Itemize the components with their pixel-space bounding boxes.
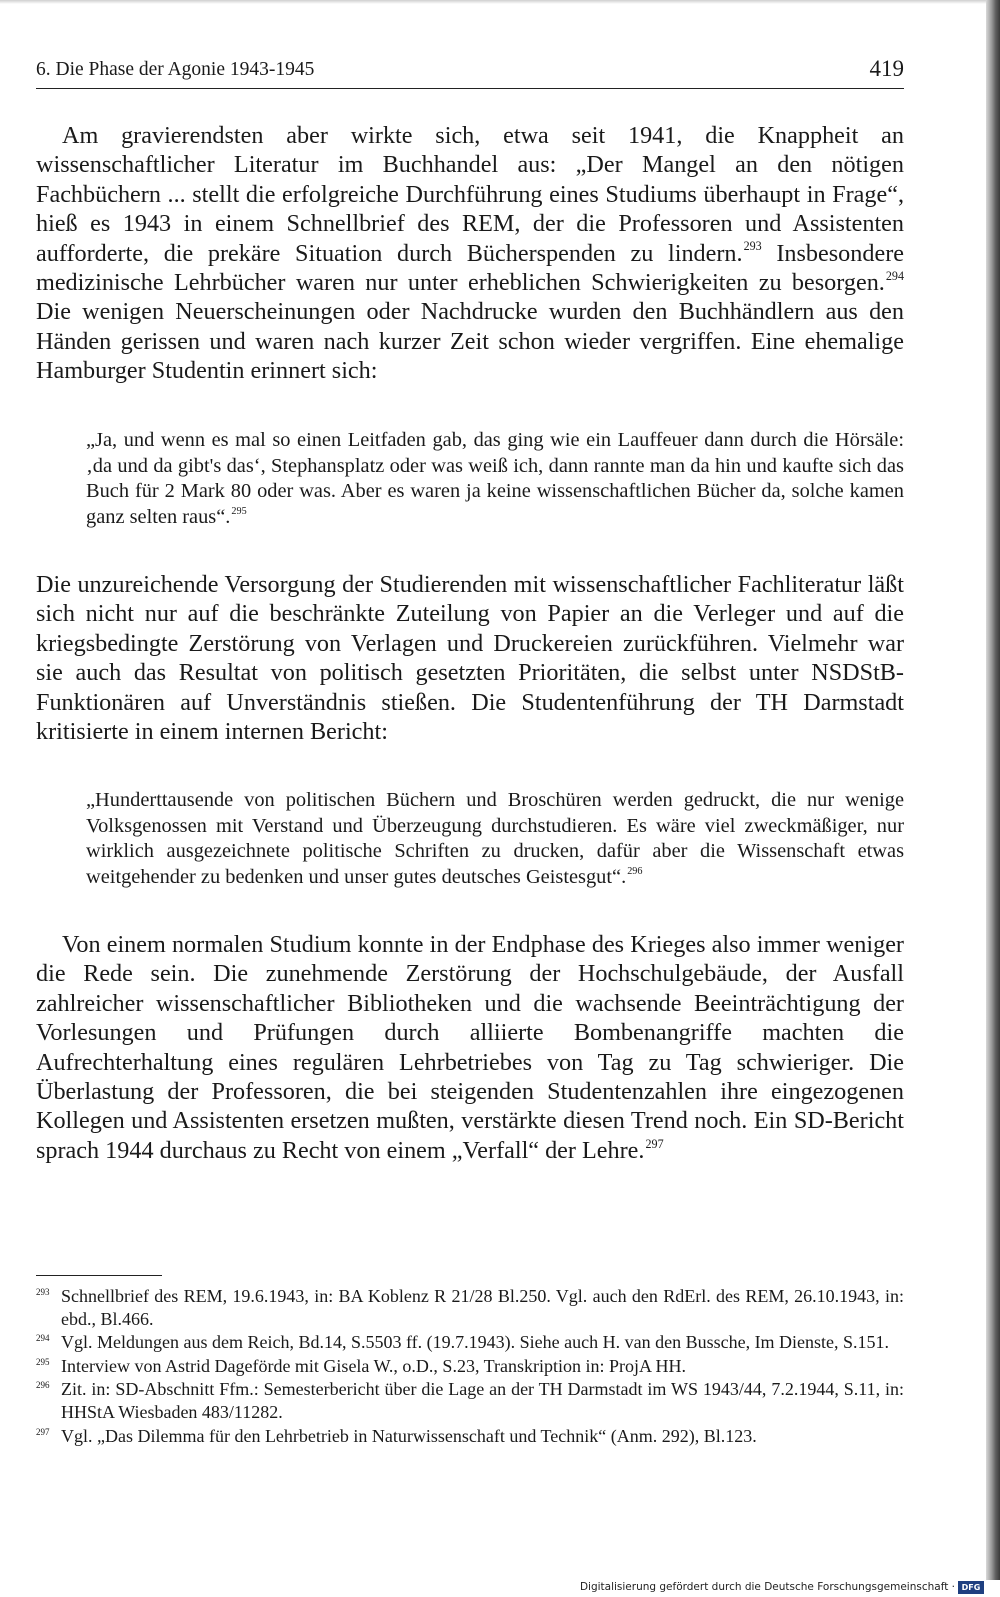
footnote-text: Schnellbrief des REM, 19.6.1943, in: BA Koblenz R 21/28 Bl.250. Vgl. auch den RdErl. des REM, 26.10.1943, in: ebd., Bl.466.: [61, 1286, 904, 1329]
footnote-text: Vgl. „Das Dilemma für den Lehrbetrieb in Naturwissenschaft und Technik“ (Anm. 292), Bl.123.: [61, 1425, 757, 1446]
header-rule: [36, 88, 904, 89]
footnote: [36, 1285, 904, 1330]
text-run: Am gravierendsten aber wirkte sich, etwa seit 1941, die Knappheit an wissenschaftlicher Literatur im Buchhandel aus: „Der Mangel an den nötigen Fachbüchern ... stellt die erfolgreiche Durchführung eines Studiums überhaupt in Frage“, hieß es 1943 in einem Schnellbrief des REM, der die Professoren und Assistenten aufforderte, die prekäre Situation durch Bücherspenden zu lindern.: [36, 122, 904, 267]
paragraph-1: [36, 121, 904, 386]
footnote-text: Zit. in: SD-Abschnitt Ffm.: Semesterbericht über die Lage an der TH Darmstadt im WS 1943/44, 7.2.1944, S.11, in: HHStA Wiesbaden 483/11282.: [61, 1379, 904, 1422]
footnote-ref: 293: [743, 239, 762, 254]
dfg-logo-icon: DFG: [958, 1581, 984, 1594]
scan-shadow-edge: [986, 0, 1000, 1580]
text-run: „Hunderttausende von politischen Büchern und Broschüren werden gedruckt, die nur wenige Volksgenossen mit Verstand und Überzeugung durchstudieren. Es wäre viel zweckmäßiger, nur wirklich ausgezeichnete politische Schriften zu drucken, dafür aber die Wissenschaft etwas weitgehender zu bedenken und unser gutes deutsches Geistesgut“.: [86, 789, 904, 888]
footnote: [36, 1355, 904, 1378]
footnote-number: 297: [36, 1426, 50, 1437]
paragraph-3: [36, 930, 904, 1165]
footnote-number: 293: [36, 1287, 50, 1297]
footnote-rule: [36, 1275, 162, 1276]
footnote-number: 295: [36, 1356, 50, 1367]
footnote-text: Interview von Astrid Dageförde mit Gisela W., o.D., S.23, Transkription in: ProjA HH.: [61, 1355, 686, 1376]
scan-shadow-top: [0, 0, 1000, 4]
text-run: Die unzureichende Versorgung der Studierenden mit wissenschaftlicher Fachliteratur läßt sich nicht nur auf die beschränkte Zuteilung von Papier an die Verleger und auf die kriegsbedingte Zerstörung von Verlagen und Druckereien zurückführen. Vielmehr war sie auch das Resultat von politisch gesetzten Prioritäten, die selbst unter NSDStB-Funktionären auf Unverständnis stießen. Die Studentenführung der TH Darmstadt kritisierte in einem internen Bericht:: [36, 571, 904, 746]
footnote-ref: 295: [231, 506, 247, 518]
footnote-ref: 297: [645, 1136, 664, 1151]
chapter-title: 6. Die Phase der Agonie 1943-1945: [36, 59, 315, 80]
footnote-ref: 294: [885, 268, 904, 283]
text-run: Die wenigen Neuerscheinungen oder Nachdrucke wurden den Buchhändlern aus den Händen gerissen und waren nach kurzer Zeit schon wieder vergriffen. Eine ehemalige Hamburger Studentin erinnert sich:: [36, 298, 904, 385]
digitization-credit: [580, 1580, 984, 1595]
text-run: „Ja, und wenn es mal so einen Leitfaden gab, das ging wie ein Lauffeuer dann durch die Hörsäle: ‚da und da gibt's das‘, Stephansplatz oder was weiß ich, dann rannte man da hin und kaufte sich das Buch für 2 Mark 80 oder was. Aber es waren ja keine wissenschaftlichen Bücher da, solche kamen ganz selten raus“.: [86, 429, 904, 528]
footnote: [36, 1425, 904, 1448]
block-quote-2: [86, 788, 904, 890]
page-number: 419: [869, 56, 904, 81]
block-quote-1: [86, 428, 904, 530]
footnote-number: 296: [36, 1380, 50, 1391]
footnote-number: 294: [36, 1333, 50, 1344]
footnote-text: Vgl. Meldungen aus dem Reich, Bd.14, S.5503 ff. (19.7.1943). Siehe auch H. van den Bussche, Im Dienste, S.151.: [61, 1332, 890, 1353]
text-run: Insbesondere medizinische Lehrbücher waren nur unter erheblichen Schwierigkeiten zu besorgen.: [36, 239, 904, 297]
text-run: Von einem normalen Studium konnte in der Endphase des Krieges also immer weniger die Rede sein. Die zunehmende Zerstörung der Hochschulgebäude, der Ausfall zahlreicher wissenschaftlicher Bibliotheken und die wachsende Beeinträchtigung der Vorlesungen und Prüfungen durch alliierte Bombenangriffe machten die Aufrechterhaltung eines regulären Lehrbetriebes von Tag zu Tag schwieriger. Die Überlastung der Professoren, die bei steigenden Studentenzahlen ihre eingezogenen Kollegen und Assistenten ersetzen mußten, verstärkte diesen Trend noch. Ein SD-Bericht sprach 1944 durchaus zu Recht von einem „Verfall“ der Lehre.: [36, 931, 904, 1164]
credit-text: Digitalisierung gefördert durch die Deutsche Forschungsgemeinschaft ·: [579, 1581, 955, 1593]
footnotes: [36, 1285, 904, 1448]
footnote: [36, 1378, 904, 1423]
running-head: [36, 56, 904, 88]
footnote-ref: 296: [627, 866, 643, 878]
paragraph-2: [36, 570, 904, 746]
footnote: [36, 1331, 904, 1354]
